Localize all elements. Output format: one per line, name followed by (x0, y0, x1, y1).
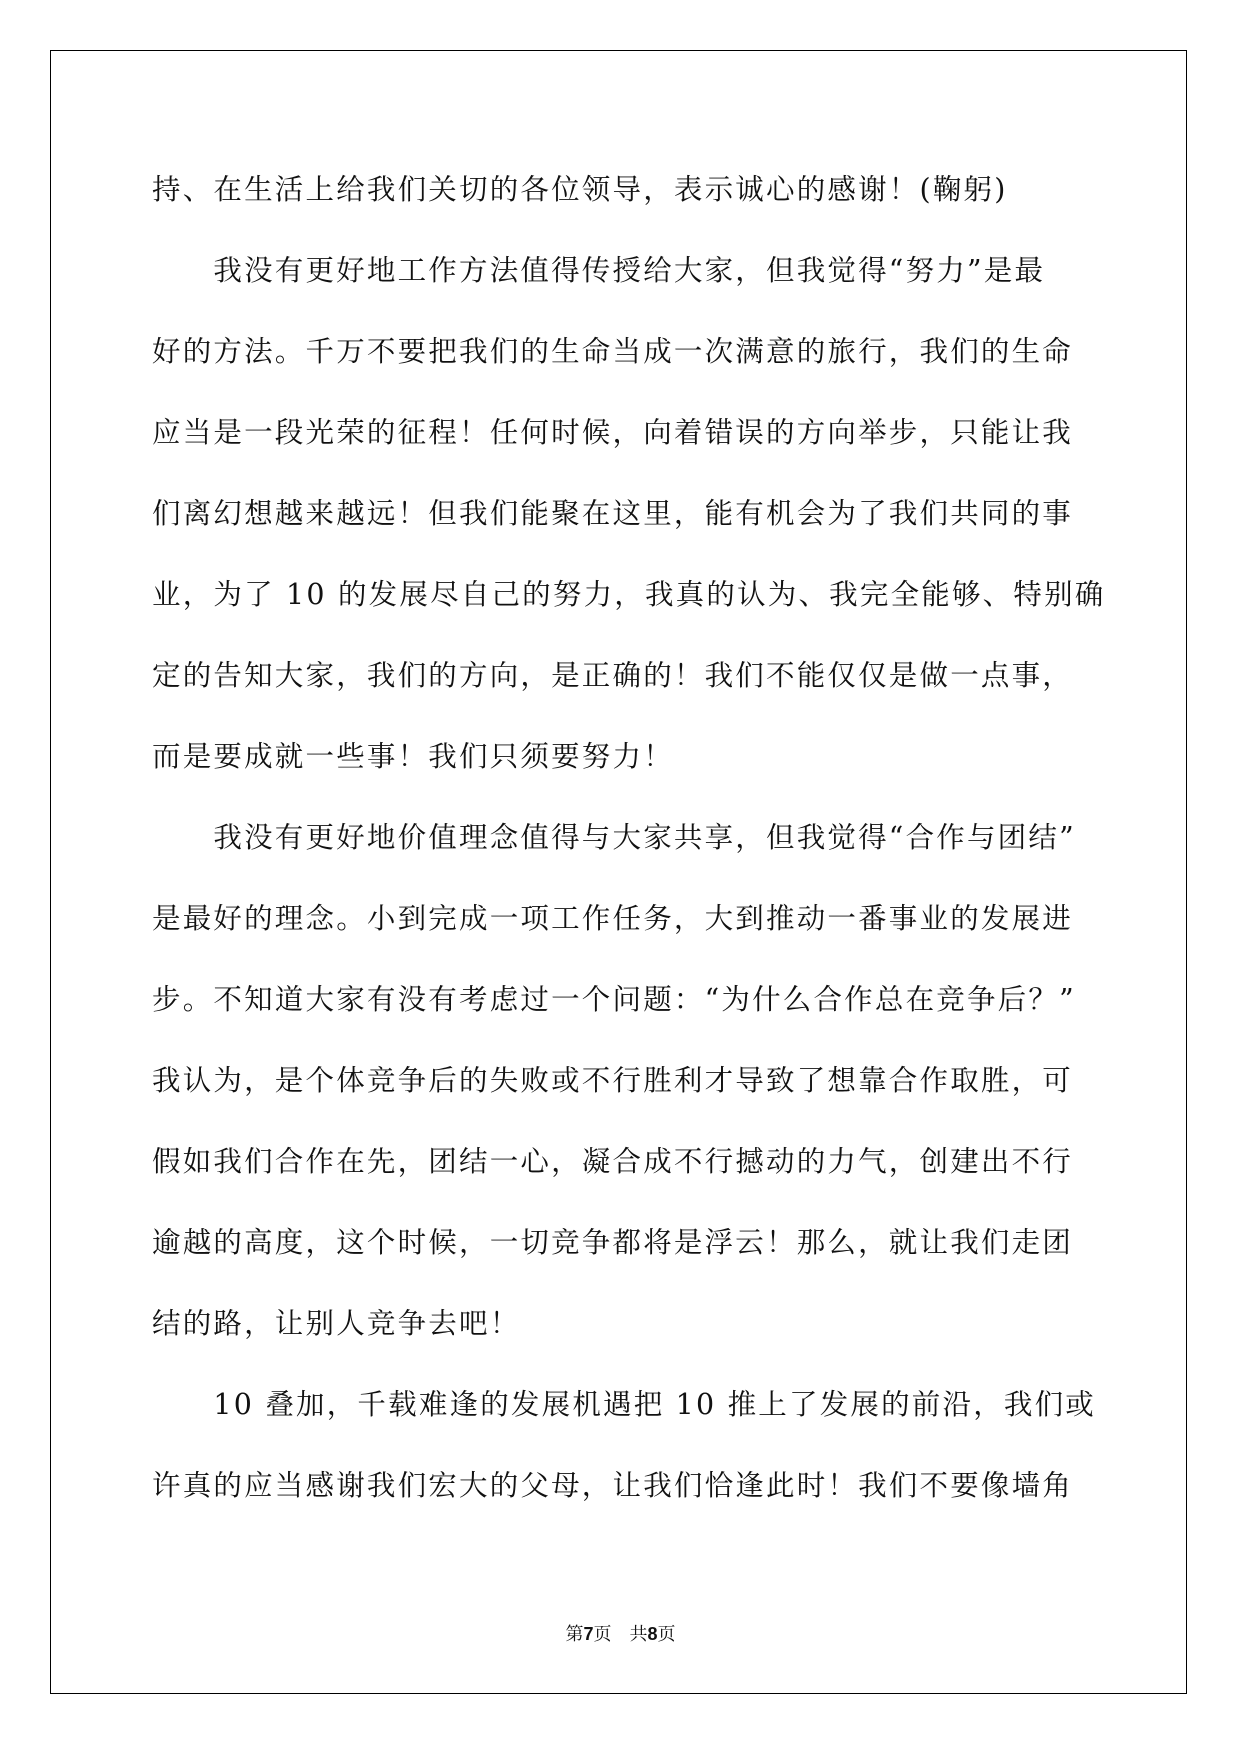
text-line: 定的告知大家，我们的方向，是正确的！我们不能仅仅是做一点事， (152, 659, 1074, 692)
page-prefix: 第 (565, 1624, 584, 1645)
text-line: 持、在生活上给我们关切的各位领导，表示诚心的感谢！(鞠躬) (152, 173, 1008, 206)
text-line: 10 叠加，千载难逢的发展机遇把 10 推上了发展的前沿，我们或 (152, 1388, 1097, 1421)
page-suffix: 页 (657, 1624, 676, 1645)
text-line: 结的路，让别人竞争去吧！ (152, 1307, 521, 1340)
text-line: 步。不知道大家有没有考虑过一个问题：“为什么合作总在竞争后？” (152, 983, 1076, 1016)
page-mid: 页 共 (593, 1624, 648, 1645)
text-line: 我没有更好地价值理念值得与大家共享，但我觉得“合作与团结” (152, 821, 1076, 854)
text-line: 许真的应当感谢我们宏大的父母，让我们恰逢此时！我们不要像墙角 (152, 1469, 1074, 1502)
text-line: 业，为了 10 的发展尽自己的努力，我真的认为、我完全能够、特别确 (152, 578, 1106, 611)
text-line: 是最好的理念。小到完成一项工作任务，大到推动一番事业的发展进 (152, 902, 1074, 935)
text-line: 好的方法。千万不要把我们的生命当成一次满意的旅行，我们的生命 (152, 335, 1074, 368)
page-footer (0, 1622, 1241, 1647)
text-line: 应当是一段光荣的征程！任何时候，向着错误的方向举步，只能让我 (152, 416, 1074, 449)
text-line: 们离幻想越来越远！但我们能聚在这里，能有机会为了我们共同的事 (152, 497, 1074, 530)
page-border (50, 50, 1187, 1694)
text-line: 假如我们合作在先，团结一心，凝合成不行撼动的力气，创建出不行 (152, 1145, 1074, 1178)
text-line: 我认为，是个体竞争后的失败或不行胜利才导致了想靠合作取胜，可 (152, 1064, 1074, 1097)
page-current-number: 7 (583, 1624, 594, 1644)
text-line: 逾越的高度，这个时候，一切竞争都将是浮云！那么，就让我们走团 (152, 1226, 1074, 1259)
text-line: 而是要成就一些事！我们只须要努力！ (152, 740, 674, 773)
page-total-number: 8 (647, 1624, 658, 1644)
text-line: 我没有更好地工作方法值得传授给大家，但我觉得“努力”是最 (152, 254, 1046, 287)
